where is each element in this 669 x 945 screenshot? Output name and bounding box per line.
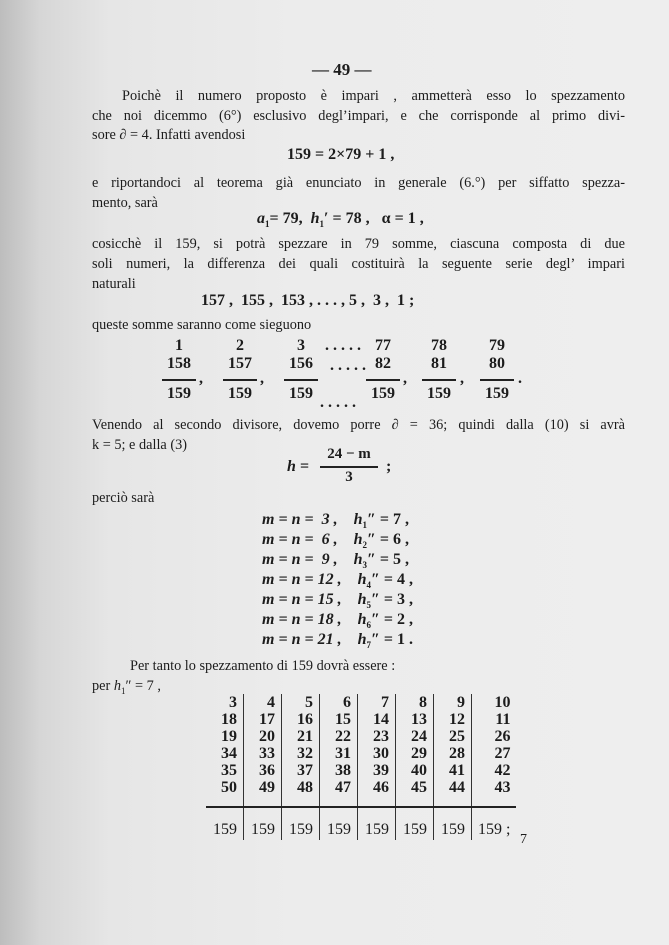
total-cell: 159 — [396, 807, 434, 840]
mn-row: m = n = 21 , $h_7'' = 1$ . — [262, 631, 413, 651]
text-line: che noi dicemmo (6°) esclusivo degl’impari, e che corrisponde al primo divi- — [92, 108, 625, 124]
totals-row — [206, 807, 516, 840]
var-a: a — [257, 210, 265, 227]
table-cell: 34 — [221, 745, 237, 762]
table-cell: 47 — [320, 779, 358, 796]
mn-row: m = n = 15 , $h_5'' = 3$ , — [262, 591, 413, 611]
rule-cell — [472, 796, 517, 807]
table-cell: 36 — [244, 762, 282, 779]
rule-cell — [206, 796, 244, 807]
table-cell: 5 — [282, 694, 320, 711]
subscript: 1 — [265, 219, 270, 230]
semicolon: ; — [386, 458, 392, 475]
table-cell: 15 — [320, 711, 358, 728]
rule-cell — [320, 796, 358, 807]
value: ′ = 78 , — [324, 210, 370, 227]
signature-mark: 7 — [520, 832, 527, 847]
text-line: Per tanto lo spezzamento di 159 dovrà essere : — [130, 658, 396, 674]
comma: , — [260, 370, 264, 387]
mn-row: m = n = 18 , $h_6'' = 2$ , — [262, 611, 413, 631]
fraction: 1 158 159 — [162, 337, 196, 403]
var-h: h — [310, 210, 320, 227]
table-cell: 30 — [358, 745, 396, 762]
table-cell: 40 — [396, 762, 434, 779]
total-cell: 159 — [434, 807, 472, 840]
rule-cell — [434, 796, 472, 807]
table-cell: 25 — [434, 728, 472, 745]
total-cell: 159 — [358, 807, 396, 840]
partition-table — [206, 694, 516, 840]
table-cell: 31 — [320, 745, 358, 762]
text-line: mento, sarà — [92, 195, 158, 211]
sum-rule — [206, 796, 516, 807]
table-cell: 17 — [244, 711, 282, 728]
subscript: 1 — [319, 219, 325, 230]
alpha-value: α = 1 , — [381, 210, 424, 227]
text-line: perciò sarà — [92, 490, 155, 506]
table-cell: 50 — [221, 779, 237, 796]
table-cell: 38 — [320, 762, 358, 779]
comma: , — [403, 370, 407, 387]
mn-row: m = n = 12 , $h_4'' = 4$ , — [262, 571, 413, 591]
table-cell: 32 — [282, 745, 320, 762]
text-line: k = 5; e dalla (3) — [92, 437, 188, 453]
table-cell: 23 — [358, 728, 396, 745]
mn-row: m = n = 6 , $h_2'' = 6$ , — [262, 531, 409, 551]
table-cell: 21 — [282, 728, 320, 745]
table-cell: 43 — [472, 779, 517, 796]
table-cell: 27 — [472, 745, 517, 762]
rule-cell — [282, 796, 320, 807]
table-cell: 22 — [320, 728, 358, 745]
table-row — [206, 779, 516, 796]
mn-row: m = n = 9 , $h_3'' = 5$ , — [262, 551, 409, 571]
table-cell: 24 — [396, 728, 434, 745]
ellipsis: . . . . . — [320, 394, 356, 411]
table-cell: 44 — [434, 779, 472, 796]
comma: , — [199, 370, 203, 387]
table-row — [206, 728, 516, 745]
table-cell: 7 — [358, 694, 396, 711]
table-cell: 41 — [434, 762, 472, 779]
per-label: per $h_1'' = 7$ , — [92, 678, 161, 696]
table-cell: 35 — [221, 762, 237, 779]
table-cell: 13 — [396, 711, 434, 728]
text-line: naturali — [92, 276, 136, 292]
table-cell: 8 — [396, 694, 434, 711]
table-cell: 29 — [396, 745, 434, 762]
table-cell: 26 — [472, 728, 517, 745]
odd-series: 157 , 155 , 153 , . . . , 5 , 3 , 1 ; — [201, 292, 415, 309]
table-cell: 14 — [358, 711, 396, 728]
ellipsis: . . . . . — [330, 357, 366, 374]
table-cell: 18 — [221, 711, 237, 728]
lhs: h = — [287, 458, 310, 475]
comma: , — [460, 370, 464, 387]
rule-cell — [244, 796, 282, 807]
equation-1: 159 = 2×79 + 1 , — [287, 146, 395, 163]
total-cell: 159 ; — [472, 807, 517, 840]
equation-2 — [257, 210, 424, 229]
text-line: e riportandoci al teorema già enunciato in generale (6.°) per siffatto spezza- — [92, 175, 625, 191]
total-cell: 159 — [282, 807, 320, 840]
rule-cell — [396, 796, 434, 807]
mn-row: m = n = 3 , $h_1'' = 7$ , — [262, 511, 409, 531]
period: . — [518, 370, 522, 387]
table-row — [206, 694, 516, 711]
total-cell: 159 — [244, 807, 282, 840]
fraction: 3 156 159 — [284, 337, 318, 403]
table-cell: 28 — [434, 745, 472, 762]
table-cell: 42 — [472, 762, 517, 779]
table-cell: 4 — [244, 694, 282, 711]
fraction: 78 81 159 — [422, 337, 456, 403]
fraction: 79 80 159 — [480, 337, 514, 403]
value: = 79, — [269, 210, 303, 227]
table-cell: 37 — [282, 762, 320, 779]
table-row — [206, 762, 516, 779]
table-cell: 39 — [358, 762, 396, 779]
table-row — [206, 745, 516, 762]
text-line: sore ∂ = 4. Infatti avendosi — [92, 127, 246, 143]
table-cell: 20 — [244, 728, 282, 745]
table-cell: 9 — [434, 694, 472, 711]
table-cell: 49 — [244, 779, 282, 796]
text-line: Poichè il numero proposto è impari , ammetterà esso lo spezzamento — [122, 88, 625, 104]
text-line: queste somme saranno come sieguono — [92, 317, 312, 333]
text-line: soli numeri, la differenza dei quali costituirà la seguente serie degl’ impari — [92, 256, 625, 272]
table-cell: 48 — [282, 779, 320, 796]
fraction: 24 − m 3 — [320, 446, 378, 486]
table-cell: 11 — [472, 711, 517, 728]
total-cell: 159 — [213, 821, 237, 838]
table-cell: 6 — [320, 694, 358, 711]
table-cell: 16 — [282, 711, 320, 728]
page-number: — 49 — — [312, 60, 372, 79]
table-cell: 19 — [221, 728, 237, 745]
table-cell: 12 — [434, 711, 472, 728]
table-cell: 33 — [244, 745, 282, 762]
text-line: Venendo al secondo divisore, dovemo porre ∂ = 36; quindi dalla (10) si avrà — [92, 417, 625, 433]
text-line: cosicchè il 159, si potrà spezzare in 79 somme, ciascuna composta di due — [92, 236, 625, 252]
total-cell: 159 — [320, 807, 358, 840]
fraction: 77 82 159 — [366, 337, 400, 403]
fraction: 2 157 159 — [223, 337, 257, 403]
ellipsis: . . . . . — [325, 337, 361, 354]
rule-cell — [358, 796, 396, 807]
table-cell: 45 — [396, 779, 434, 796]
table-cell: 3 — [229, 694, 237, 711]
table-row — [206, 711, 516, 728]
table-cell: 46 — [358, 779, 396, 796]
table-cell: 10 — [472, 694, 517, 711]
